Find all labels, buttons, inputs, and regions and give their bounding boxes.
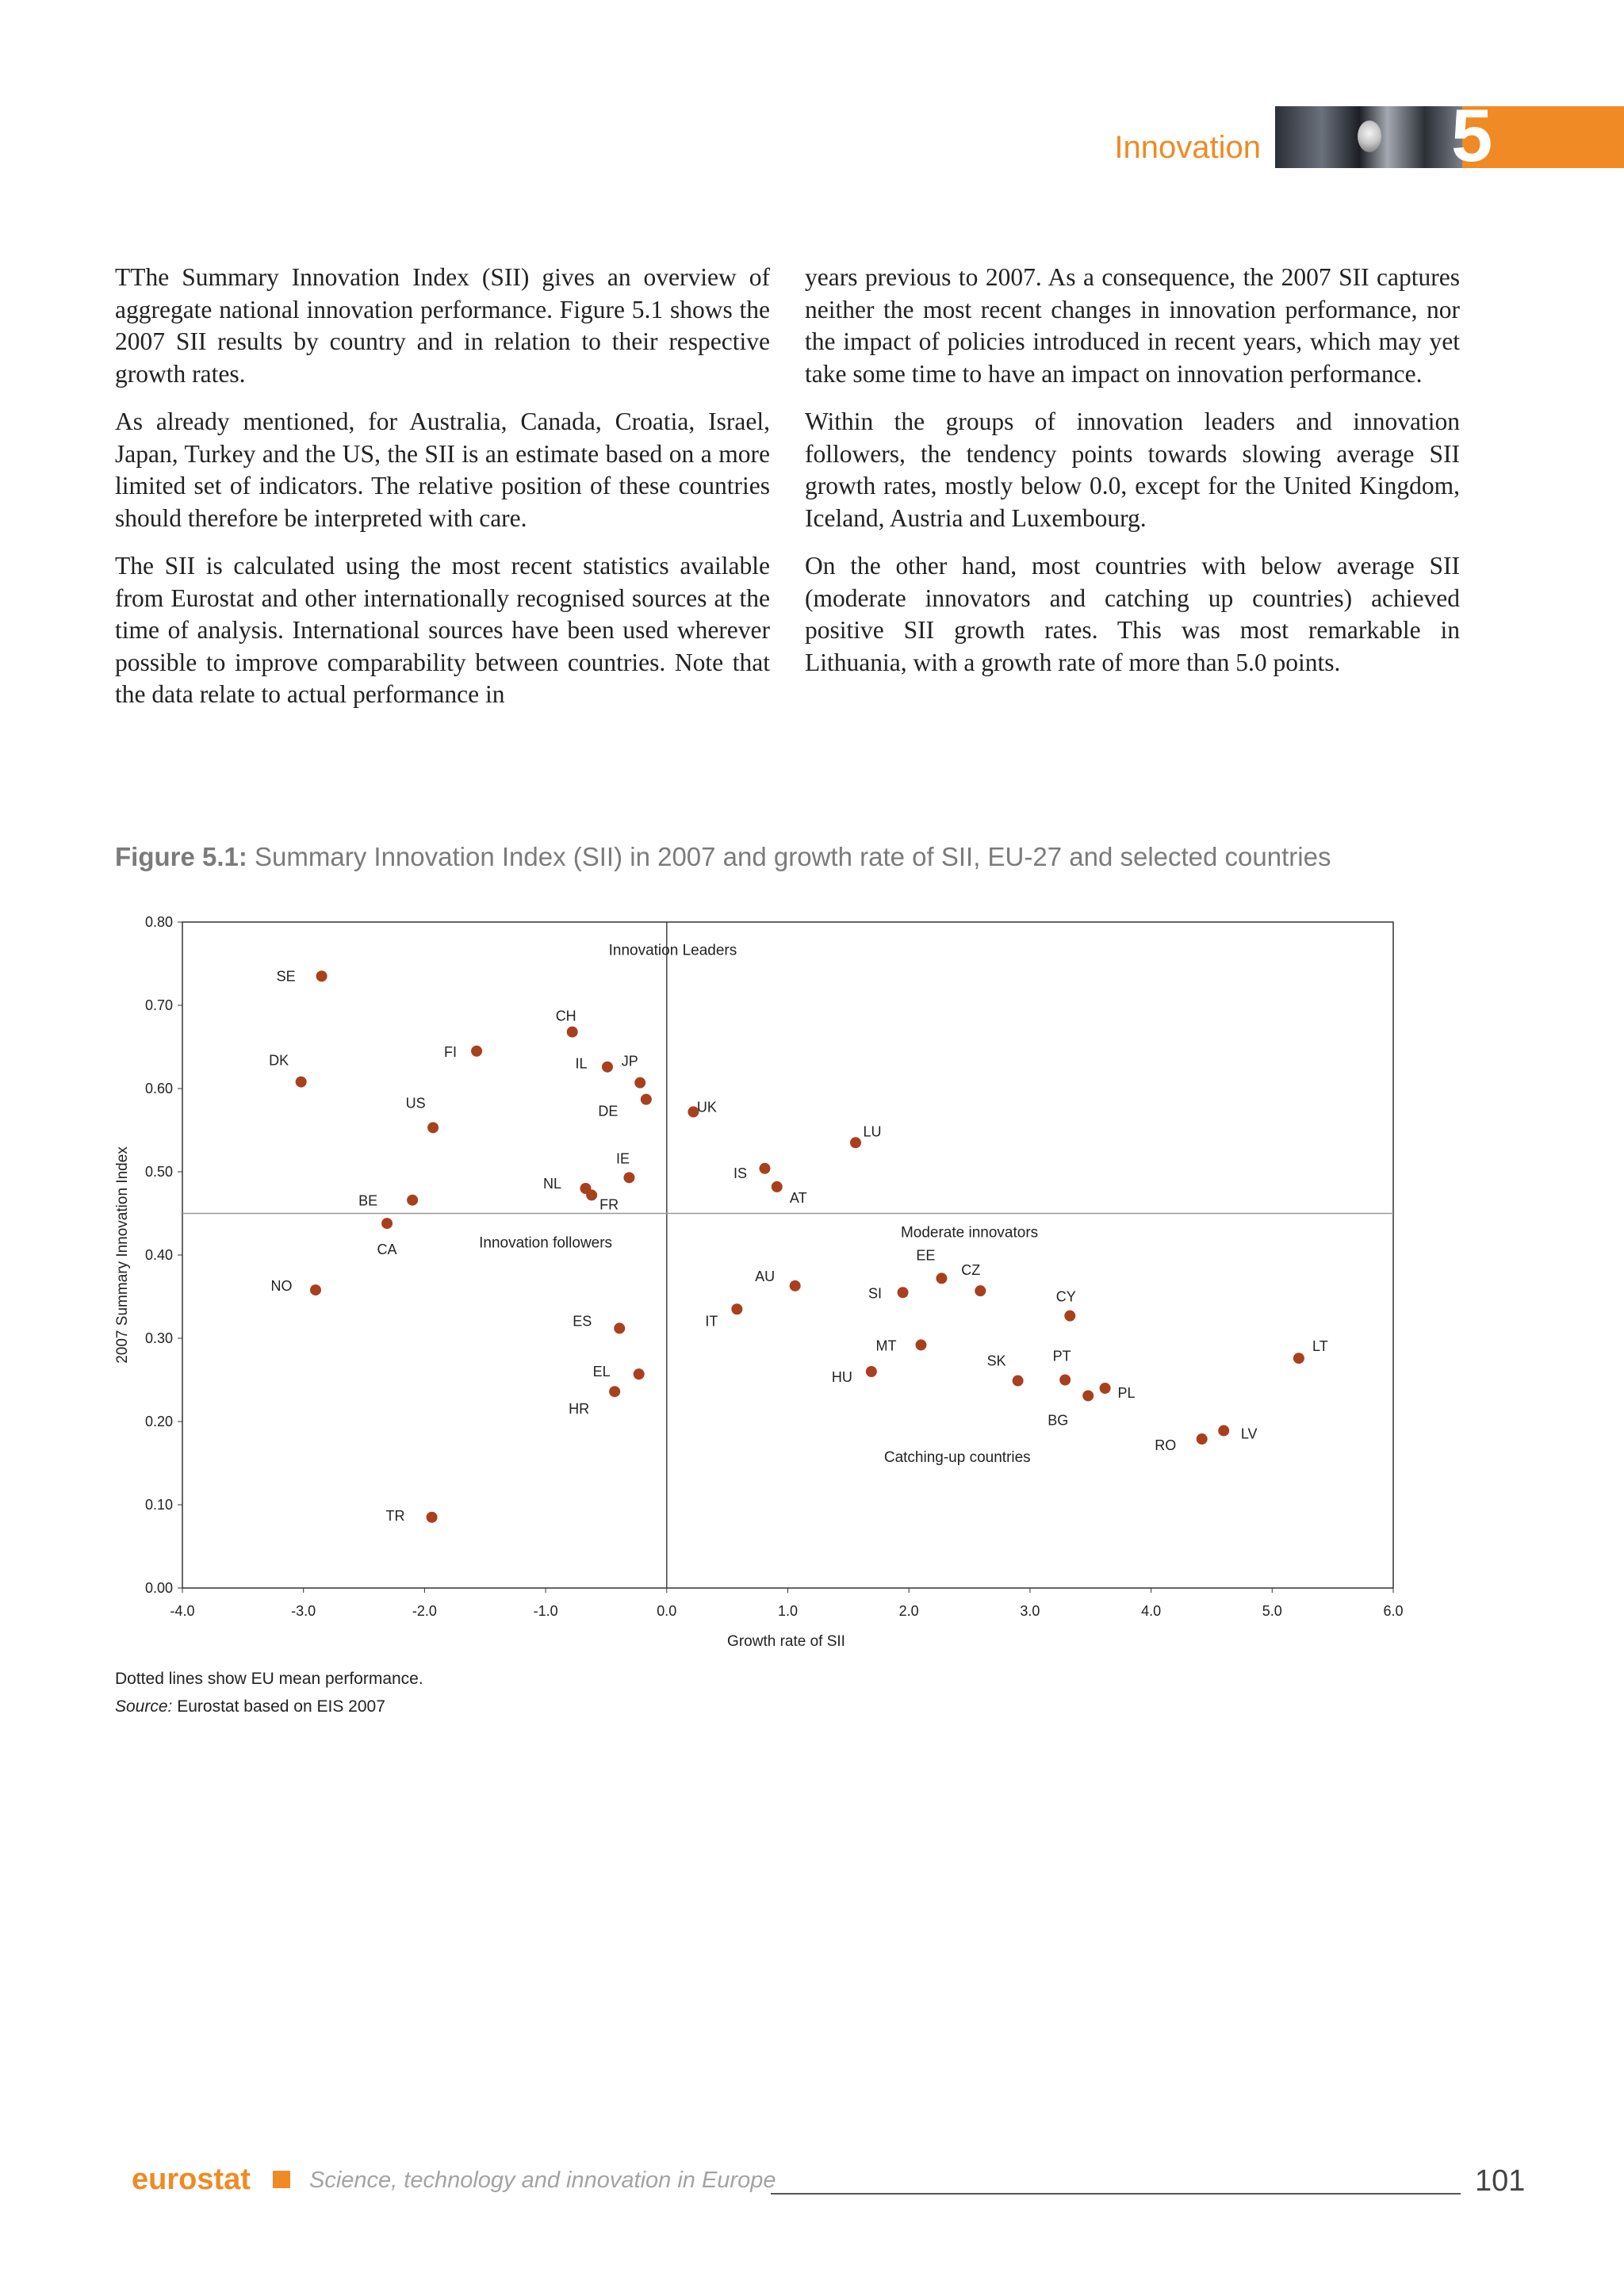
paragraph: TThe Summary Innovation Index (SII) gives an overview of aggregate national innovation performance. Figure 5.1 shows the 2007 SII results by country and in relation to their respective growth rates. (115, 263, 770, 388)
point-label-at: AT (789, 1189, 807, 1206)
y-tick-label: 0.70 (144, 997, 173, 1013)
figure-title: Summary Innovation Index (SII) in 2007 and growth rate of SII, EU-27 and selected countries (255, 842, 1331, 871)
figure-label: Figure 5.1: (115, 842, 247, 871)
point-label-uk: UK (696, 1099, 717, 1115)
point-pt (1059, 1375, 1071, 1386)
paragraph: As already mentioned, for Australia, Canada, Croatia, Israel, Japan, Turkey and the US, the SII is an estimate based on a more limited set of indicators. The relative position of these countries should therefore be interpreted with care. (115, 408, 770, 532)
point-label-ie: IE (615, 1150, 630, 1167)
point-label-dk: DK (269, 1052, 289, 1069)
paragraph: On the other hand, most countries with below average SII (moderate innovators and catching up countries) achieved positive SII growth rates. This was most remarkable in Lithuania, with a growth rate of more than 5.0 points. (805, 552, 1460, 676)
chapter-header-photo (1275, 106, 1462, 168)
point-label-fr: FR (599, 1196, 619, 1213)
point-pl (1100, 1383, 1111, 1394)
point-is (759, 1163, 770, 1174)
point-label-el: EL (592, 1364, 611, 1380)
x-tick-label: 3.0 (1020, 1603, 1040, 1619)
point-ee (936, 1272, 947, 1284)
point-label-si: SI (868, 1285, 883, 1302)
x-tick-label: -3.0 (291, 1603, 316, 1619)
point-lv (1218, 1425, 1229, 1437)
point-label-no: NO (270, 1278, 293, 1295)
point-label-jp: JP (621, 1053, 638, 1070)
point-ie (623, 1172, 634, 1183)
point-label-us: US (405, 1095, 426, 1112)
point-label-lv: LV (1240, 1425, 1258, 1442)
y-tick-label: 0.50 (144, 1164, 173, 1180)
point-bg (1082, 1390, 1094, 1401)
point-be (407, 1195, 418, 1206)
point-label-tr: TR (385, 1507, 405, 1524)
point-label-mt: MT (875, 1337, 897, 1354)
point-lt (1293, 1353, 1304, 1364)
point-hr (609, 1386, 620, 1397)
publication-title: Science, technology and innovation in Europe (309, 2168, 776, 2193)
figure-note: Dotted lines show EU mean performance. (115, 1670, 423, 1688)
point-label-it: IT (705, 1313, 718, 1330)
point-label-sk: SK (986, 1353, 1006, 1369)
point-label-fi: FI (444, 1043, 458, 1060)
point-cz (975, 1285, 986, 1296)
x-tick-label: -4.0 (170, 1603, 195, 1619)
point-se (316, 970, 327, 982)
y-tick-label: 0.00 (144, 1580, 173, 1596)
point-tr (427, 1512, 438, 1523)
paragraph: Within the groups of innovation leaders and innovation followers, the tendency points towards slowing average SII growth rates, mostly below 0.0, except for the United Kingdom, Iceland, Austria and Luxembourg. (805, 408, 1460, 532)
y-tick-label: 0.20 (144, 1414, 173, 1429)
source-text: Eurostat based on EIS 2007 (177, 1697, 385, 1716)
page-number: 101 (1475, 2164, 1526, 2198)
point-si (898, 1287, 909, 1298)
source-label: Source: (115, 1697, 173, 1716)
footer-divider (771, 2193, 1461, 2195)
point-de (641, 1094, 652, 1105)
chapter-number: 5 (1451, 94, 1493, 177)
point-jp (634, 1077, 645, 1089)
point-hu (866, 1366, 877, 1377)
point-dk (296, 1077, 307, 1088)
point-ca (381, 1218, 393, 1229)
point-ro (1197, 1433, 1208, 1445)
quadrant-label: Moderate innovators (900, 1224, 1039, 1242)
point-label-is: IS (733, 1165, 747, 1181)
paragraph: The SII is calculated using the most recent statistics available from Eurostat and other internationally recognised sources at the time of analysis. International sources have been used wherever possible to improve comparability between countries. Note that the data relate to actual performance in (115, 552, 770, 708)
y-axis-label: 2007 Summary Innovation Index (114, 1146, 131, 1364)
quadrant-label: Innovation followers (479, 1234, 613, 1252)
y-tick-label: 0.80 (144, 914, 173, 930)
x-tick-label: 4.0 (1141, 1603, 1162, 1619)
point-us (427, 1122, 439, 1133)
x-tick-label: -2.0 (412, 1603, 437, 1619)
point-label-au: AU (755, 1268, 776, 1284)
point-label-ch: CH (555, 1008, 576, 1024)
point-label-ca: CA (377, 1242, 397, 1258)
figure-caption (115, 842, 1331, 872)
x-tick-label: 5.0 (1262, 1603, 1282, 1619)
point-label-pt: PT (1052, 1348, 1071, 1364)
y-tick-label: 0.60 (144, 1081, 173, 1096)
point-el (634, 1368, 645, 1380)
point-it (731, 1303, 742, 1314)
point-lu (850, 1137, 861, 1148)
x-tick-label: 1.0 (777, 1603, 799, 1619)
point-label-be: BE (358, 1192, 378, 1209)
point-no (310, 1284, 321, 1295)
point-label-ee: EE (916, 1247, 936, 1264)
point-label-cy: CY (1055, 1288, 1076, 1305)
logo-square-icon (273, 2171, 290, 2188)
point-at (772, 1181, 783, 1192)
figure-source (115, 1697, 385, 1716)
x-tick-label: 0.0 (657, 1603, 677, 1619)
point-label-bg: BG (1048, 1412, 1069, 1429)
astronaut-photo-detail (1358, 121, 1381, 152)
point-fi (471, 1046, 482, 1057)
right-text-column (805, 262, 1460, 695)
point-label-hu: HU (831, 1369, 852, 1385)
eurostat-logo: eurostat (132, 2163, 251, 2196)
quadrant-label: Catching-up countries (883, 1449, 1031, 1467)
point-label-pl: PL (1117, 1385, 1136, 1401)
point-cy (1064, 1311, 1075, 1322)
point-label-cz: CZ (961, 1262, 981, 1279)
y-tick-label: 0.10 (144, 1497, 173, 1513)
point-label-lt: LT (1312, 1338, 1328, 1355)
x-tick-label: 6.0 (1383, 1603, 1404, 1619)
left-text-column (115, 262, 770, 727)
point-fr (586, 1189, 597, 1200)
point-il (602, 1062, 613, 1073)
chapter-title: Innovation (1114, 130, 1261, 165)
x-tick-label: -1.0 (533, 1603, 558, 1619)
point-es (614, 1322, 625, 1334)
point-mt (915, 1339, 926, 1350)
y-tick-label: 0.30 (144, 1330, 173, 1346)
point-au (790, 1280, 801, 1292)
point-label-es: ES (573, 1313, 592, 1330)
point-label-de: DE (598, 1103, 619, 1119)
quadrant-label: Innovation Leaders (608, 942, 737, 959)
point-label-nl: NL (542, 1176, 561, 1192)
point-label-il: IL (575, 1055, 588, 1072)
y-tick-label: 0.40 (144, 1247, 173, 1263)
point-ch (567, 1027, 578, 1038)
point-sk (1013, 1376, 1024, 1387)
point-label-lu: LU (863, 1123, 882, 1140)
x-tick-label: 2.0 (898, 1603, 919, 1619)
paragraph: years previous to 2007. As a consequence, the 2007 SII captures neither the most recent changes in innovation performance, nor the impact of policies introduced in recent years, which may yet take some time to have an impact on innovation performance. (805, 263, 1460, 388)
point-label-ro: RO (1155, 1437, 1177, 1454)
scatter-chart (103, 904, 1404, 1665)
x-axis-label: Growth rate of SII (727, 1633, 845, 1650)
plot-frame (182, 922, 1393, 1588)
point-label-hr: HR (569, 1401, 590, 1418)
point-label-se: SE (276, 968, 296, 985)
